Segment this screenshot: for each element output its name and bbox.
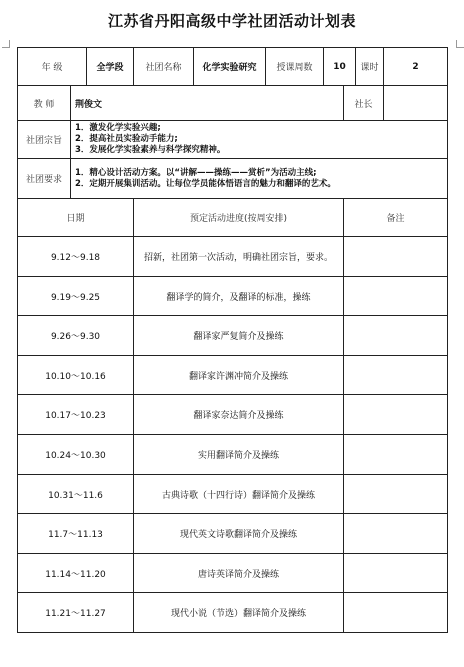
- schedule-activity: 翻译家奈达简介及操练: [134, 395, 344, 435]
- schedule-date: 9.19～9.25: [18, 277, 134, 316]
- schedule-note: [344, 395, 448, 435]
- club-plan-table: [17, 47, 448, 633]
- schedule-date: 10.31～11.6: [18, 475, 134, 514]
- schedule-note: [344, 435, 448, 475]
- document-title: 江苏省丹阳高级中学社团活动计划表: [107, 12, 356, 30]
- teacher-label: 教 师: [18, 86, 71, 121]
- schedule-activity: 翻译学的简介，及翻译的标准，操练: [134, 277, 344, 316]
- schedule-activity: 实用翻译简介及操练: [134, 435, 344, 475]
- schedule-row: [18, 514, 448, 554]
- schedule-date: 10.24～10.30: [18, 435, 134, 475]
- schedule-header-row: [18, 199, 448, 237]
- grade-value: 全学段: [87, 48, 134, 86]
- requirements-line-2: 2．定期开展集训活动。让每位学员能体悟语言的魅力和翻译的艺术。: [75, 178, 336, 189]
- schedule-date: 10.10～10.16: [18, 356, 134, 395]
- activity-column-header: 预定活动进度(按周安排): [134, 199, 344, 237]
- schedule-note: [344, 356, 448, 395]
- schedule-activity: 古典诗歌（十四行诗）翻译简介及操练: [134, 475, 344, 514]
- schedule-activity: 招新，社团第一次活动，明确社团宗旨，要求。: [134, 237, 344, 277]
- schedule-row: [18, 593, 448, 633]
- aims-content: [71, 121, 448, 159]
- schedule-date: 11.14～11.20: [18, 554, 134, 593]
- aims-label: 社团宗旨: [18, 121, 71, 159]
- note-column-header: 备注: [344, 199, 448, 237]
- schedule-note: [344, 316, 448, 356]
- schedule-note: [344, 554, 448, 593]
- info-row: [18, 48, 448, 86]
- weeks-label: 授课周数: [266, 48, 324, 86]
- schedule-note: [344, 277, 448, 316]
- requirements-line-1: 1．精心设计活动方案。以“讲解——操练——赏析”为活动主线;: [75, 167, 317, 178]
- club-name-value: 化学实验研究: [194, 48, 266, 86]
- schedule-row: [18, 554, 448, 593]
- schedule-note: [344, 237, 448, 277]
- hours-label: 课时: [356, 48, 384, 86]
- schedule-activity: 翻译家许渊冲简介及操练: [134, 356, 344, 395]
- schedule-activity: 现代英文诗歌翻译简介及操练: [134, 514, 344, 554]
- schedule-date: 11.21～11.27: [18, 593, 134, 633]
- requirements-content: [71, 159, 448, 199]
- schedule-row: [18, 435, 448, 475]
- grade-label: 年 级: [18, 48, 87, 86]
- teacher-row: [18, 86, 448, 121]
- schedule-date: 10.17～10.23: [18, 395, 134, 435]
- schedule-date: 9.26～9.30: [18, 316, 134, 356]
- schedule-activity: 现代小说（节选）翻译简介及操练: [134, 593, 344, 633]
- schedule-note: [344, 475, 448, 514]
- president-value: [384, 86, 448, 121]
- aims-item: 2．提高社员实验动手能力;: [75, 134, 178, 144]
- aims-item: 1．激发化学实验兴趣;: [75, 123, 161, 133]
- schedule-activity: 翻译家严复简介及操练: [134, 316, 344, 356]
- date-column-header: 日期: [18, 199, 134, 237]
- hours-value: 2: [384, 48, 448, 86]
- page-corner-mark: [2, 40, 10, 48]
- weeks-value: 10: [324, 48, 356, 86]
- schedule-row: [18, 356, 448, 395]
- schedule-date: 11.7～11.13: [18, 514, 134, 554]
- requirements-label: 社团要求: [18, 159, 71, 199]
- page-corner-mark: [456, 40, 464, 48]
- aims-item: 3．发展化学实验素养与科学探究精神。: [75, 145, 226, 155]
- schedule-note: [344, 514, 448, 554]
- schedule-note: [344, 593, 448, 633]
- schedule-row: [18, 395, 448, 435]
- teacher-value: 荆俊文: [71, 86, 344, 121]
- club-name-label: 社团名称: [134, 48, 194, 86]
- schedule-row: [18, 277, 448, 316]
- president-label: 社长: [344, 86, 384, 121]
- aims-row: [18, 121, 448, 159]
- schedule-row: [18, 316, 448, 356]
- schedule-row: [18, 237, 448, 277]
- schedule-date: 9.12～9.18: [18, 237, 134, 277]
- schedule-row: [18, 475, 448, 514]
- schedule-activity: 唐诗英译简介及操练: [134, 554, 344, 593]
- requirements-row: [18, 159, 448, 199]
